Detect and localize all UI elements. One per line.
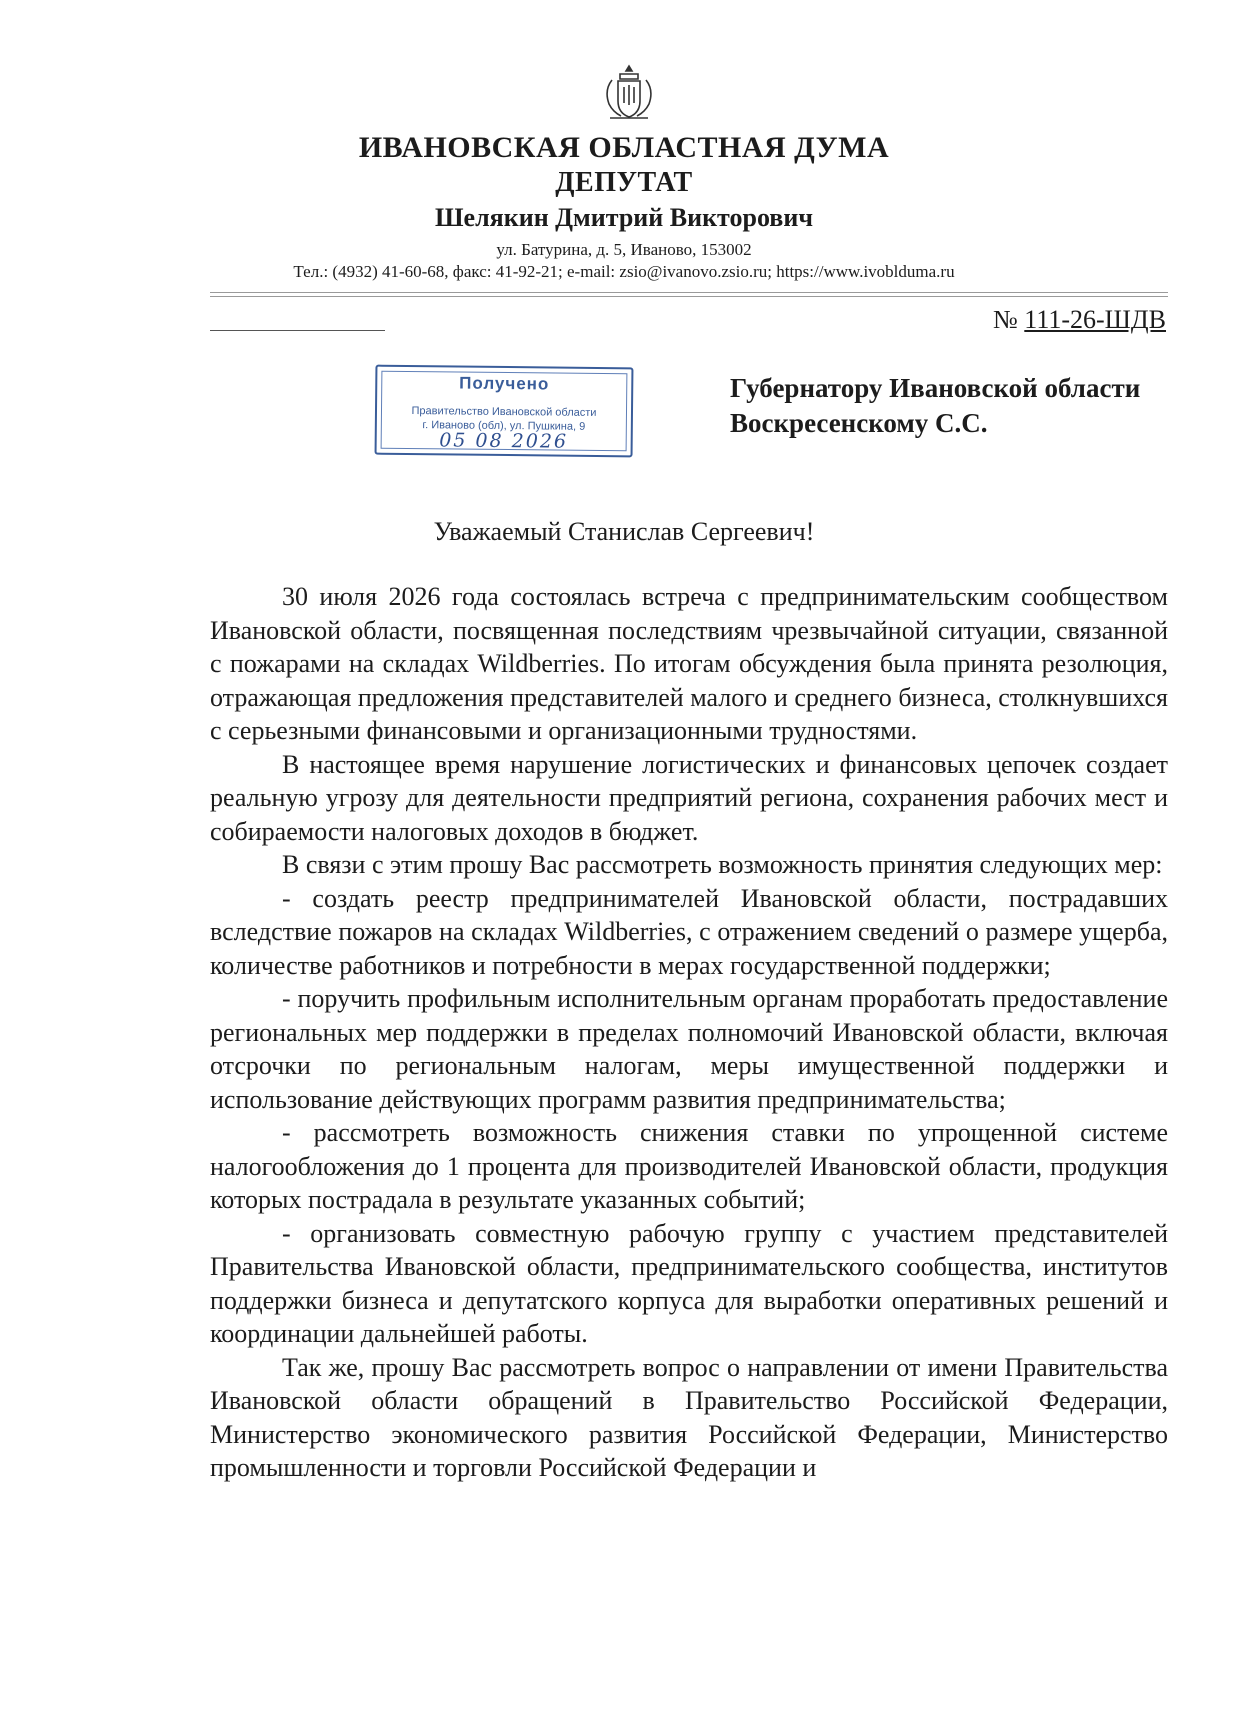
contact-line: Тел.: (4932) 41-60-68, факс: 41-92-21; e-mail: zsio@ivanovo.zsio.ru; https://www.ivoblduma.ru — [293, 262, 955, 281]
paragraph: В настоящее время нарушение логистических и финансовых цепочек создает реальную угрозу для деятельности предприятий региона, сохранения рабочих мест и собираемости налоговых доходов в бюджет. — [210, 749, 1168, 846]
list-item: - рассмотреть возможность снижения ставки по упрощенной системе налогообложения до 1 процента для производителей Ивановской области, продукция которых пострадала в результате указанных событий; — [210, 1118, 1168, 1214]
deputy-title: ДЕПУТАТ — [555, 167, 693, 198]
received-stamp — [375, 365, 634, 458]
number-sign: № — [992, 305, 1018, 334]
deputy-name: Шелякин Дмитрий Викторович — [434, 203, 813, 232]
list-item: - поручить профильным исполнительным органам проработать предоставление региональных мер поддержки в пределах полномочий Ивановской области, включая отсрочки по региональным налогам, меры имущественной поддержки и использование действующих программ развития предпринимательства; — [210, 984, 1168, 1114]
salutation: Уважаемый Станислав Сергеевич! — [433, 517, 815, 546]
paragraph: 30 июля 2026 года состоялась встреча с предпринимательским сообществом Ивановской области, посвященная последствиям чрезвычайной ситуации, связанной с пожарами на складах Wildberries. По итогам обсуждения была принята резолюция, отражающая предложения представителей малого и среднего бизнеса, столкнувшихся с серьезными финансовыми и организационными трудностями. — [210, 582, 1168, 745]
organization-name: ИВАНОВСКАЯ ОБЛАСТНАЯ ДУМА — [358, 131, 890, 164]
list-item: - организовать совместную рабочую группу с участием представителей Правительства Ивановской области, предпринимательского сообщества, институтов поддержки бизнеса и депутатского корпуса для выработки оперативных решений и координации дальнейшей работы. — [210, 1218, 1168, 1348]
paragraph: В связи с этим прошу Вас рассмотреть возможность принятия следующих мер: — [282, 850, 1163, 879]
addressee-block — [730, 371, 1140, 441]
addressee-name: Воскресенскому С.С. — [730, 408, 988, 438]
paragraph: Так же, прошу Вас рассмотреть вопрос о направлении от имени Правительства Ивановской области обращений в Правительство Российской Федерации, Министерство экономического развития Российской Федерации, Министерство промышленности и торговли Российской Федерации и — [210, 1352, 1168, 1482]
header-divider — [210, 292, 1168, 293]
stamp-address: г. Иваново (обл), ул. Пушкина, 9 — [422, 419, 586, 433]
number-value: 111-26-ШДВ — [1024, 305, 1166, 334]
letter-body — [210, 580, 1168, 1485]
stamp-title: Получено — [459, 373, 550, 394]
office-address: ул. Батурина, д. 5, Иваново, 153002 — [496, 240, 752, 259]
stamp-organization: Правительство Ивановской области — [411, 405, 597, 419]
stamp-date: 05 08 2026 — [439, 429, 569, 453]
header-divider-second — [210, 296, 1168, 297]
coat-of-arms-emblem-icon — [598, 62, 660, 124]
outgoing-number — [993, 305, 1166, 335]
list-item: - создать реестр предпринимателей Ивановской области, пострадавших вследствие пожаров на складах Wildberries, с отражением сведений о размере ущерба, количестве работников и потребности в мерах государственной поддержки; — [210, 883, 1168, 980]
date-blank-line — [210, 330, 385, 331]
addressee-position: Губернатору Ивановской области — [730, 373, 1141, 403]
